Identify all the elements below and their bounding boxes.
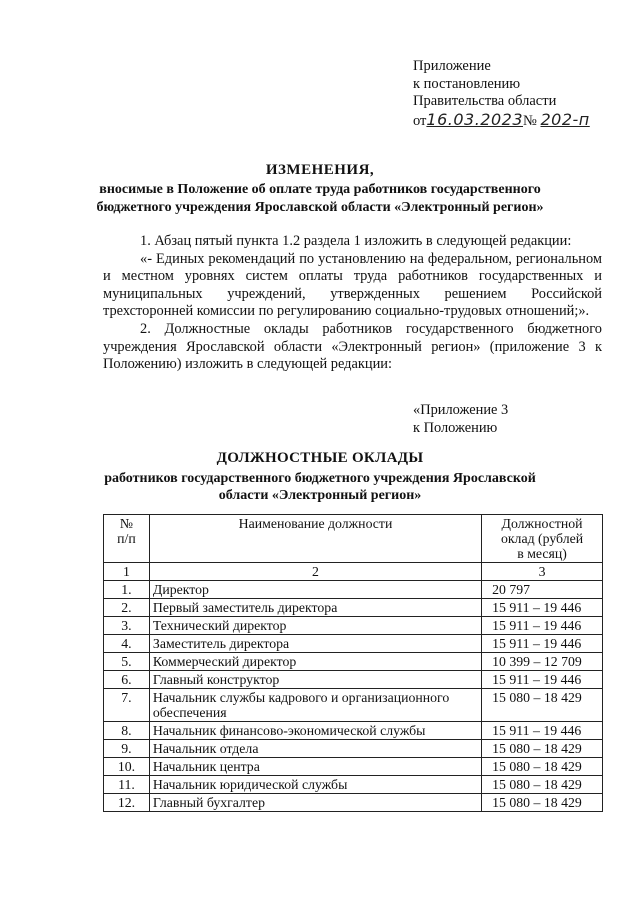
row-position-name: Директор (149, 581, 481, 599)
paragraph-2: «- Единых рекомендаций по установлению на федеральном, региональном и местном уровнях систем оплаты труда работников государственных и муниципальных учреждений, утвержденных решением Российской трехсторонней комиссии по регулированию социально-трудовых отношений;». (103, 250, 602, 320)
salary-subtitle-line-2: области «Электронный регион» (218, 488, 422, 503)
row-position-name: Главный бухгалтер (149, 794, 481, 812)
row-salary: 15 080 – 18 429 (482, 794, 603, 812)
handwritten-date: 16.03.2023 (426, 109, 524, 129)
row-salary: 15 911 – 19 446 (482, 635, 603, 653)
table-row (104, 653, 603, 671)
column-number: 2 (149, 563, 481, 581)
header-num-line-2: п/п (117, 531, 136, 546)
row-position-name: Начальник юридической службы (149, 776, 481, 794)
row-salary: 15 911 – 19 446 (482, 671, 603, 689)
row-position-name: Технический директор (149, 617, 481, 635)
table-row (104, 794, 603, 812)
row-salary: 15 080 – 18 429 (482, 758, 603, 776)
appendix-line-3: Правительства области (413, 93, 557, 109)
appendix-header (413, 58, 613, 130)
row-number: 1. (104, 581, 150, 599)
row-position-name: Начальник отдела (149, 740, 481, 758)
salary-title: ДОЛЖНОСТНЫЕ ОКЛАДЫ (216, 450, 424, 466)
row-number: 10. (104, 758, 150, 776)
appendix-3-line-1: «Приложение 3 (413, 402, 509, 418)
table-row (104, 671, 603, 689)
document-title: ИЗМЕНЕНИЯ, (265, 162, 375, 178)
header-salary-line-3: в месяц) (517, 546, 567, 561)
row-salary: 15 911 – 19 446 (482, 599, 603, 617)
table-body (104, 581, 603, 812)
row-number: 5. (104, 653, 150, 671)
row-number: 2. (104, 599, 150, 617)
row-position-name: Начальник финансово-экономической службы (149, 722, 481, 740)
row-salary: 20 797 (482, 581, 603, 599)
row-position-name: Заместитель директора (149, 635, 481, 653)
appendix-date-line (413, 111, 613, 131)
column-number: 3 (482, 563, 603, 581)
column-number-row (104, 563, 603, 581)
row-number: 9. (104, 740, 150, 758)
paragraph-3: 2. Должностные оклады работников государственного бюджетного учреждения Ярославской области «Электронный регион» (приложение 3 к Положению) изложить в следующей редакции: (103, 320, 602, 373)
row-position-name: Главный конструктор (149, 671, 481, 689)
row-number: 8. (104, 722, 150, 740)
table-row (104, 758, 603, 776)
table-row (104, 722, 603, 740)
document-subtitle (0, 181, 640, 217)
appendix-from: от (413, 112, 427, 129)
salary-subtitle (0, 470, 640, 504)
table-row (104, 617, 603, 635)
subtitle-line-2: бюджетного учреждения Ярославской области «Электронный регион» (96, 200, 544, 215)
table-row (104, 635, 603, 653)
table-header-row (104, 515, 603, 563)
table-row (104, 776, 603, 794)
salary-subtitle-line-1: работников государственного бюджетного учреждения Ярославской (104, 471, 536, 486)
row-position-name: Коммерческий директор (149, 653, 481, 671)
header-salary (482, 515, 603, 563)
table-row (104, 689, 603, 722)
document-body (103, 233, 602, 374)
header-name: Наименование должности (149, 515, 481, 563)
row-salary: 15 911 – 19 446 (482, 722, 603, 740)
appendix-line-2: к постановлению (413, 75, 521, 92)
row-number: 12. (104, 794, 150, 812)
header-salary-line-1: Должностной (501, 516, 583, 531)
row-salary: 15 080 – 18 429 (482, 740, 603, 758)
row-salary: 15 911 – 19 446 (482, 617, 603, 635)
appendix-3-header (413, 402, 508, 437)
handwritten-number: 202-п (540, 109, 590, 129)
row-position-name: Начальник службы кадрового и организационного обеспечения (149, 689, 481, 722)
row-position-name: Первый заместитель директора (149, 599, 481, 617)
header-salary-line-2: оклад (рублей (500, 531, 584, 546)
salary-table (103, 514, 603, 812)
appendix-3-line-2: к Положению (413, 419, 498, 436)
row-number: 3. (104, 617, 150, 635)
paragraph-1: 1. Абзац пятый пункта 1.2 раздела 1 изложить в следующей редакции: (140, 233, 572, 249)
row-number: 7. (104, 689, 150, 722)
header-num (104, 515, 150, 563)
row-number: 11. (104, 776, 150, 794)
row-position-name: Начальник центра (149, 758, 481, 776)
appendix-line-1: Приложение (413, 58, 491, 74)
appendix-number-sign: № (523, 112, 537, 129)
row-number: 6. (104, 671, 150, 689)
row-salary: 15 080 – 18 429 (482, 689, 603, 722)
table-row (104, 740, 603, 758)
row-number: 4. (104, 635, 150, 653)
row-salary: 15 080 – 18 429 (482, 776, 603, 794)
table-row (104, 599, 603, 617)
table-row (104, 581, 603, 599)
subtitle-line-1: вносимые в Положение об оплате труда работников государственного (99, 182, 541, 197)
row-salary: 10 399 – 12 709 (482, 653, 603, 671)
header-num-line-1: № (119, 516, 134, 531)
column-number: 1 (104, 563, 150, 581)
